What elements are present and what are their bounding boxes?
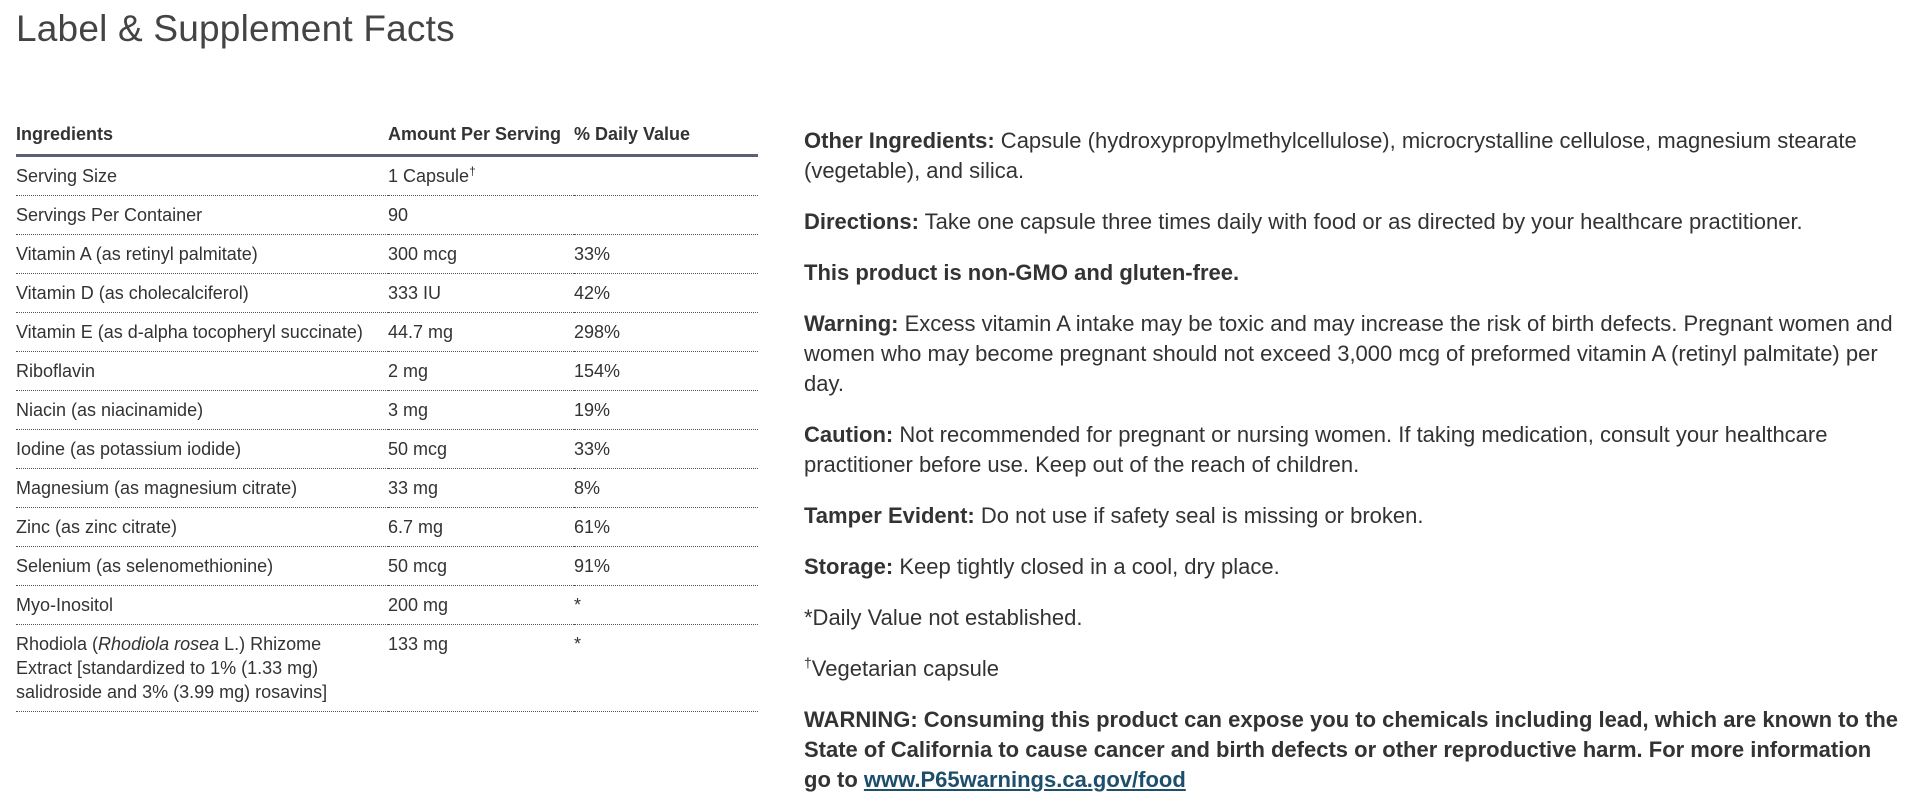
ingredient-cell: Iodine (as potassium iodide) xyxy=(16,430,388,469)
amount-cell xyxy=(388,156,574,196)
other-ingredients xyxy=(804,126,1904,186)
table-header-row xyxy=(16,122,758,156)
label-notes xyxy=(804,126,1904,810)
amount-cell: 333 IU xyxy=(388,274,574,313)
table-row xyxy=(16,352,758,391)
amount-cell: 2 mg xyxy=(388,352,574,391)
ingredient-cell: Magnesium (as magnesium citrate) xyxy=(16,469,388,508)
note-label: Warning: xyxy=(804,311,899,336)
amount-cell: 3 mg xyxy=(388,391,574,430)
table-row xyxy=(16,235,758,274)
ingredient-cell: Vitamin A (as retinyl palmitate) xyxy=(16,235,388,274)
daily-value-cell: * xyxy=(574,586,758,625)
table-row xyxy=(16,313,758,352)
amount-cell: 44.7 mg xyxy=(388,313,574,352)
daily-value-cell: 8% xyxy=(574,469,758,508)
table-row xyxy=(16,625,758,712)
daily-value-cell: 154% xyxy=(574,352,758,391)
note-text: Capsule (hydroxypropylmethylcellulose), microcrystalline cellulose, magnesium stearate (vegetable), and silica. xyxy=(804,128,1857,183)
ingredient-cell: Selenium (as selenomethionine) xyxy=(16,547,388,586)
table-row xyxy=(16,156,758,196)
p65-warnings-link[interactable]: www.P65warnings.ca.gov/food xyxy=(863,767,1186,792)
daily-value-cell: 91% xyxy=(574,547,758,586)
amount-cell: 6.7 mg xyxy=(388,508,574,547)
table-row xyxy=(16,196,758,235)
header-amount-per-serving: Amount Per Serving xyxy=(388,122,574,156)
daily-value-cell xyxy=(574,156,758,196)
ingredient-text: L.) Rhizome Extract [standardized to 1% (1.33 mg) salidroside and 3% (3.99 mg) rosavins] xyxy=(16,634,328,702)
table-row xyxy=(16,586,758,625)
note-label: Caution: xyxy=(804,422,894,447)
note-text: Not recommended for pregnant or nursing women. If taking medication, consult your healthcare practitioner before use. Keep out of the reach of children. xyxy=(804,422,1828,477)
amount-cell: 133 mg xyxy=(388,625,574,712)
note-text: WARNING: Consuming this product can expose you to chemicals including lead, which are known to the State of California to cause cancer and birth defects or other reproductive harm. For more information go to xyxy=(804,707,1899,792)
note-text: Vegetarian capsule xyxy=(811,656,999,681)
table-row xyxy=(16,508,758,547)
note-label: Other Ingredients: xyxy=(804,128,995,153)
daily-value-cell: 42% xyxy=(574,274,758,313)
ingredient-cell: Niacin (as niacinamide) xyxy=(16,391,388,430)
note-text: Take one capsule three times daily with food or as directed by your healthcare practitioner. xyxy=(918,209,1803,234)
note-text: Do not use if safety seal is missing or broken. xyxy=(974,503,1424,528)
daily-value-cell: 33% xyxy=(574,430,758,469)
non-gmo-statement: This product is non-GMO and gluten-free. xyxy=(804,260,1240,285)
ingredient-cell: Vitamin D (as cholecalciferol) xyxy=(16,274,388,313)
storage xyxy=(804,552,1904,582)
table-row xyxy=(16,547,758,586)
daily-value-cell: * xyxy=(574,625,758,712)
prop65-warning xyxy=(804,705,1904,795)
note-label: Directions: xyxy=(804,209,919,234)
dagger-mark: † xyxy=(804,654,812,671)
table-row xyxy=(16,391,758,430)
dagger-mark: † xyxy=(469,164,476,178)
table-row xyxy=(16,430,758,469)
table-row xyxy=(16,274,758,313)
ingredient-cell: Serving Size xyxy=(16,156,388,196)
amount-cell: 200 mg xyxy=(388,586,574,625)
ingredient-text: Rhodiola ( xyxy=(16,634,99,654)
page-title: Label & Supplement Facts xyxy=(16,8,455,49)
ingredient-cell: Vitamin E (as d-alpha tocopheryl succinate) xyxy=(16,313,388,352)
daily-value-cell: 33% xyxy=(574,235,758,274)
note-label: Storage: xyxy=(804,554,894,579)
header-ingredients: Ingredients xyxy=(16,122,388,156)
ingredient-cell: Zinc (as zinc citrate) xyxy=(16,508,388,547)
daily-value-cell: 61% xyxy=(574,508,758,547)
ingredient-cell: Riboflavin xyxy=(16,352,388,391)
header-daily-value: % Daily Value xyxy=(574,122,758,156)
warning xyxy=(804,309,1904,399)
daily-value-cell: 19% xyxy=(574,391,758,430)
note-label: Tamper Evident: xyxy=(804,503,975,528)
note-text: Excess vitamin A intake may be toxic and may increase the risk of birth defects. Pregnant women and women who may become pregnant should not exceed 3,000 mcg of preformed vitamin A (retinyl palmitate) per day. xyxy=(804,311,1893,396)
tamper-evident xyxy=(804,501,1904,531)
daily-value-footnote: *Daily Value not established. xyxy=(804,605,1083,630)
amount-value: 1 Capsule xyxy=(388,166,470,186)
amount-cell: 50 mcg xyxy=(388,547,574,586)
daily-value-cell xyxy=(574,196,758,235)
amount-cell: 90 xyxy=(388,196,574,235)
amount-cell: 33 mg xyxy=(388,469,574,508)
daily-value-cell: 298% xyxy=(574,313,758,352)
caution xyxy=(804,420,1904,480)
table-row xyxy=(16,469,758,508)
supplement-facts-table xyxy=(16,122,758,712)
amount-cell: 300 mcg xyxy=(388,235,574,274)
ingredient-cell: Myo-Inositol xyxy=(16,586,388,625)
note-text: Keep tightly closed in a cool, dry place. xyxy=(893,554,1280,579)
ingredient-latin-name: Rhodiola rosea xyxy=(98,634,220,654)
ingredient-cell: Servings Per Container xyxy=(16,196,388,235)
ingredient-cell xyxy=(16,625,388,712)
vegetarian-footnote xyxy=(804,654,1904,684)
amount-cell: 50 mcg xyxy=(388,430,574,469)
directions xyxy=(804,207,1904,237)
